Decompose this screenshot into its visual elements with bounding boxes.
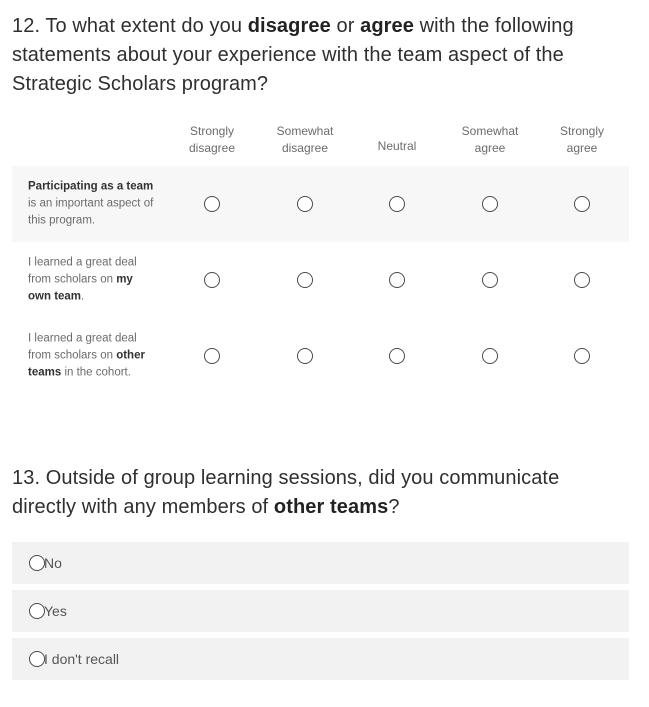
q13-text-part: ? bbox=[388, 496, 400, 518]
column-somewhat-disagree: Somewhat disagree bbox=[276, 124, 334, 155]
radio-no[interactable] bbox=[29, 555, 45, 571]
row-label-bold: my own team bbox=[28, 273, 133, 303]
radio-strongly-agree[interactable] bbox=[574, 196, 590, 212]
column-neutral: Neutral bbox=[377, 138, 417, 153]
choice-label: No bbox=[44, 555, 62, 571]
radio-yes[interactable] bbox=[29, 603, 45, 619]
column-somewhat-agree: Somewhat agree bbox=[461, 124, 519, 155]
radio-neutral[interactable] bbox=[389, 196, 405, 212]
question-12-text bbox=[12, 12, 622, 99]
q12-text-part: with the following statements about your experience with the team aspect of the Strategic Scholars program? bbox=[12, 15, 574, 95]
row-label-bold: other teams bbox=[28, 349, 145, 379]
radio-neutral[interactable] bbox=[389, 272, 405, 288]
choice-dont-recall[interactable] bbox=[12, 638, 629, 680]
radio-dont-recall[interactable] bbox=[29, 651, 45, 667]
radio-strongly-disagree[interactable] bbox=[204, 348, 220, 364]
row-label-text: is an important aspect of this program. bbox=[28, 197, 154, 227]
row-label-text: in the cohort. bbox=[61, 366, 131, 379]
q13-text-part: 13. Outside of group learning sessions, did you communicate directly with any members of bbox=[12, 467, 560, 518]
radio-somewhat-agree[interactable] bbox=[482, 348, 498, 364]
matrix-row-other-teams bbox=[12, 318, 629, 394]
radio-somewhat-disagree[interactable] bbox=[297, 272, 313, 288]
column-strongly-disagree: Strongly disagree bbox=[188, 124, 236, 155]
radio-somewhat-disagree[interactable] bbox=[297, 348, 313, 364]
q13-choice-list bbox=[12, 542, 629, 686]
radio-neutral[interactable] bbox=[389, 348, 405, 364]
likert-matrix bbox=[12, 120, 629, 394]
q12-emphasis-disagree: disagree bbox=[247, 15, 331, 37]
radio-strongly-agree[interactable] bbox=[574, 348, 590, 364]
q12-text-part: or bbox=[330, 15, 361, 37]
row-label bbox=[28, 255, 156, 306]
row-label bbox=[28, 331, 156, 382]
choice-label: I don't recall bbox=[44, 651, 120, 667]
column-strongly-agree: Strongly agree bbox=[559, 124, 605, 155]
row-label-bold: Participating as a team bbox=[28, 180, 154, 193]
choice-no[interactable] bbox=[12, 542, 629, 584]
matrix-row-own-team bbox=[12, 242, 629, 318]
radio-strongly-agree[interactable] bbox=[574, 272, 590, 288]
radio-somewhat-agree[interactable] bbox=[482, 196, 498, 212]
radio-strongly-disagree[interactable] bbox=[204, 196, 220, 212]
radio-strongly-disagree[interactable] bbox=[204, 272, 220, 288]
question-13-text bbox=[12, 464, 622, 522]
row-label-text: . bbox=[81, 290, 85, 303]
radio-somewhat-agree[interactable] bbox=[482, 272, 498, 288]
q12-text-part: 12. To what extent do you bbox=[12, 15, 248, 37]
radio-somewhat-disagree[interactable] bbox=[297, 196, 313, 212]
q12-emphasis-agree: agree bbox=[360, 15, 414, 37]
row-label bbox=[28, 179, 156, 230]
q13-emphasis-other-teams: other teams bbox=[273, 496, 389, 518]
matrix-row-team-importance bbox=[12, 166, 629, 242]
row-label-text: I learned a great deal from scholars on bbox=[28, 256, 137, 286]
matrix-header bbox=[12, 120, 629, 166]
choice-yes[interactable] bbox=[12, 590, 629, 632]
row-label-text: I learned a great deal from scholars on bbox=[28, 332, 137, 362]
choice-label: Yes bbox=[44, 603, 67, 619]
